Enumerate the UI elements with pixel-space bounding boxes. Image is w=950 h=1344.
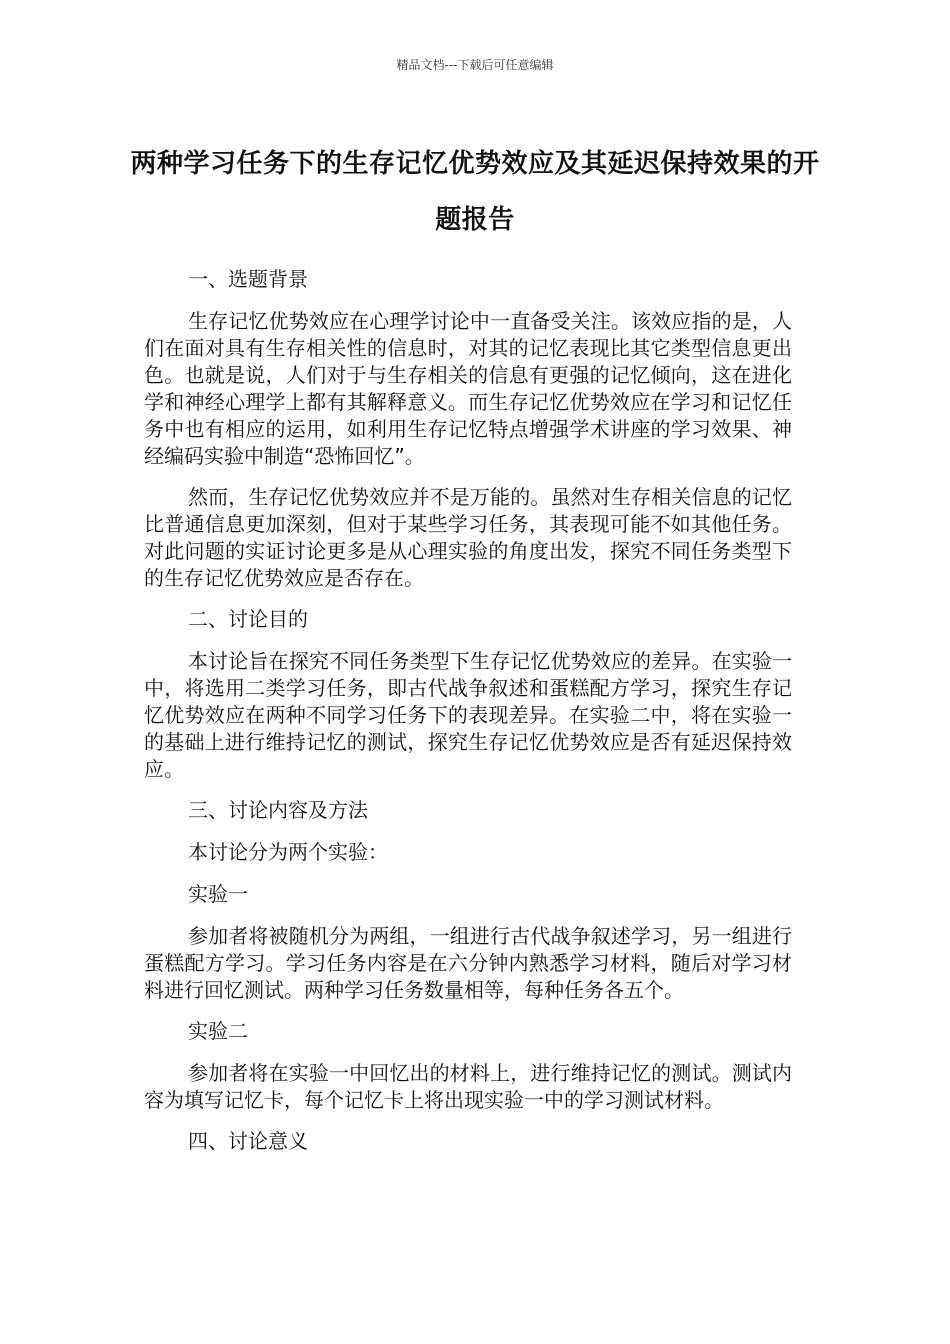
section-heading-methods: 三、讨论内容及方法 <box>188 798 368 822</box>
paragraph-background-2: 然而，生存记忆优势效应并不是万能的。虽然对生存相关信息的记忆比普通信息更加深刻，但对于某些学习任务，其表现可能不如其他任务。对此问题的实证讨论更多是从心理实验的角度出发，探究不同任务类型下的生存记忆优势效应是否存在。 <box>144 485 792 590</box>
paragraph-methods-intro: 本讨论分为两个实验： <box>188 840 388 864</box>
section-heading-purpose: 二、讨论目的 <box>188 607 308 631</box>
section-heading-significance: 四、讨论意义 <box>188 1129 308 1153</box>
section-heading-background: 一、选题背景 <box>188 267 308 291</box>
document-body <box>144 266 792 1170</box>
subheading-experiment-1: 实验一 <box>188 882 248 906</box>
paragraph-experiment-2: 参加者将在实验一中回忆出的材料上，进行维持记忆的测试。测试内容为填写记忆卡，每个记忆卡上将出现实验一中的学习测试材料。 <box>144 1061 792 1112</box>
page-header: 精品文档---下载后可任意编辑 <box>396 58 554 72</box>
paragraph-experiment-1: 参加者将被随机分为两组，一组进行古代战争叙述学习，另一组进行蛋糕配方学习。学习任务内容是在六分钟内熟悉学习材料，随后对学习材料进行回忆测试。两种学习任务数量相等，每种任务各五个。 <box>144 924 792 1002</box>
paragraph-purpose: 本讨论旨在探究不同任务类型下生存记忆优势效应的差异。在实验一中，将选用二类学习任务，即古代战争叙述和蛋糕配方学习，探究生存记忆优势效应在两种不同学习任务下的表现差异。在实验二中，将在实验一的基础上进行维持记忆的测试，探究生存记忆优势效应是否有延迟保持效应。 <box>144 649 792 781</box>
subheading-experiment-2: 实验二 <box>188 1019 248 1043</box>
document-title: 两种学习任务下的生存记忆优势效应及其延迟保持效果的开题报告 <box>130 149 820 235</box>
paragraph-background-1: 生存记忆优势效应在心理学讨论中一直备受关注。该效应指的是，人们在面对具有生存相关性的信息时，对其的记忆表现比其它类型信息更出色。也就是说，人们对于与生存相关的信息有更强的记忆倾向，这在进化学和神经心理学上都有其解释意义。而生存记忆优势效应在学习和记忆任务中也有相应的运用，如利用生存记忆特点增强学术讲座的学习效果、神经编码实验中制造“恐怖回忆”。 <box>144 309 792 468</box>
